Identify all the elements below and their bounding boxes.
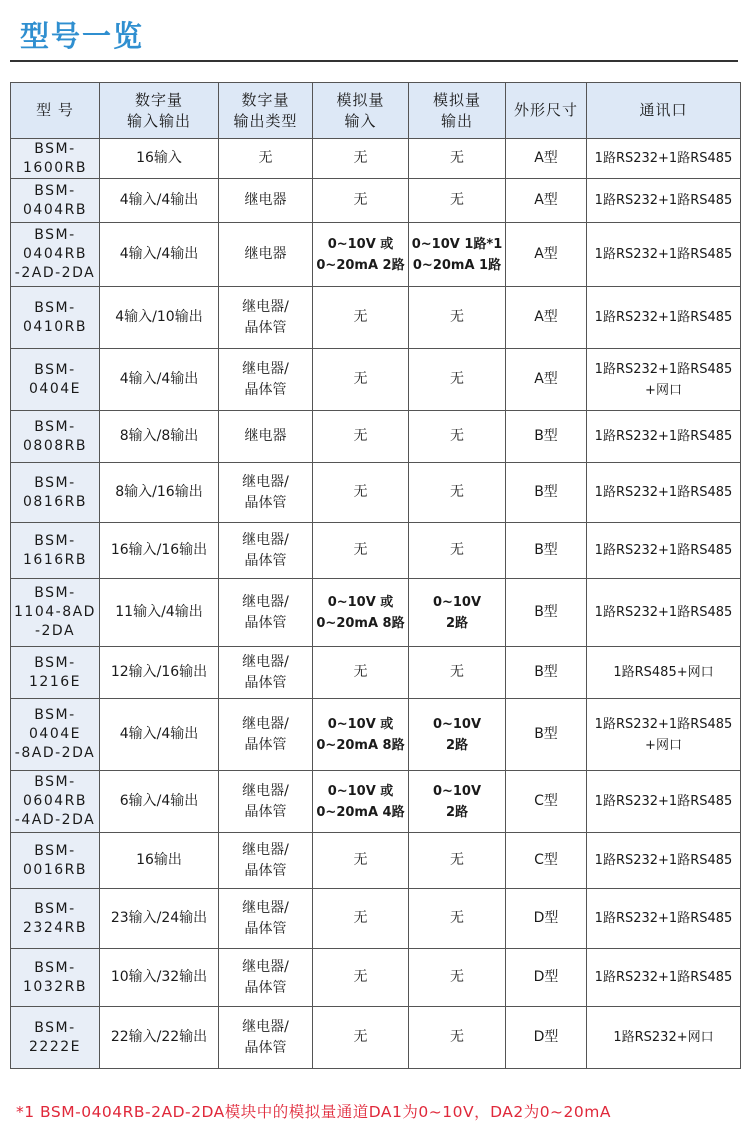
cell-size: D型 (506, 949, 587, 1007)
cell-analog-input: 无 (313, 463, 409, 523)
cell-digital-io: 6输入/4输出 (100, 771, 219, 833)
cell-output-type: 继电器/ 晶体管 (219, 579, 313, 647)
table-row (11, 223, 741, 287)
cell-digital-io: 16输出 (100, 833, 219, 889)
header-analog-output: 模拟量 输出 (409, 83, 506, 139)
cell-comm-port: 1路RS232+1路RS485 (587, 179, 741, 223)
cell-comm-port: 1路RS232+1路RS485 (587, 771, 741, 833)
table-row (11, 523, 741, 579)
cell-digital-io: 4输入/4输出 (100, 223, 219, 287)
cell-digital-io: 4输入/10输出 (100, 287, 219, 349)
cell-comm-port: 1路RS232+1路RS485 (587, 889, 741, 949)
cell-analog-output: 无 (409, 833, 506, 889)
table-row (11, 889, 741, 949)
cell-comm-port: 1路RS232+1路RS485 (587, 139, 741, 179)
table-row (11, 349, 741, 411)
cell-analog-output: 无 (409, 523, 506, 579)
cell-comm-port: 1路RS232+1路RS485 (587, 833, 741, 889)
cell-analog-input: 0~10V 或 0~20mA 8路 (313, 699, 409, 771)
cell-digital-io: 8输入/8输出 (100, 411, 219, 463)
cell-analog-input: 无 (313, 1007, 409, 1069)
cell-analog-output: 无 (409, 949, 506, 1007)
page-title: 型号一览 (20, 19, 145, 53)
footnote: *1 BSM-0404RB-2AD-2DA模块中的模拟量通道DA1为0~10V，DA2为0~20mA (16, 1103, 611, 1121)
cell-digital-io: 4输入/4输出 (100, 349, 219, 411)
table-row (11, 411, 741, 463)
header-output-type: 数字量 输出类型 (219, 83, 313, 139)
cell-model: BSM- 1616RB (11, 523, 100, 579)
cell-model: BSM- 1216E (11, 647, 100, 699)
cell-analog-output: 无 (409, 179, 506, 223)
cell-analog-input: 0~10V 或 0~20mA 2路 (313, 223, 409, 287)
cell-output-type: 继电器/ 晶体管 (219, 647, 313, 699)
cell-size: A型 (506, 287, 587, 349)
model-table (10, 82, 741, 1069)
cell-digital-io: 12输入/16输出 (100, 647, 219, 699)
cell-analog-input: 无 (313, 287, 409, 349)
cell-comm-port: 1路RS232+网口 (587, 1007, 741, 1069)
table-row (11, 1007, 741, 1069)
cell-digital-io: 10输入/32输出 (100, 949, 219, 1007)
cell-comm-port: 1路RS232+1路RS485 (587, 579, 741, 647)
table-row (11, 287, 741, 349)
cell-model: BSM- 0808RB (11, 411, 100, 463)
title-divider (10, 60, 738, 62)
cell-model: BSM- 1104-8AD -2DA (11, 579, 100, 647)
cell-comm-port: 1路RS232+1路RS485 +网口 (587, 349, 741, 411)
cell-output-type: 继电器 (219, 223, 313, 287)
cell-comm-port: 1路RS232+1路RS485 (587, 463, 741, 523)
cell-analog-input: 无 (313, 889, 409, 949)
cell-analog-output: 0~10V 1路*1 0~20mA 1路 (409, 223, 506, 287)
table-row (11, 699, 741, 771)
cell-model: BSM- 0404RB (11, 179, 100, 223)
table-row (11, 579, 741, 647)
cell-model: BSM- 2324RB (11, 889, 100, 949)
cell-comm-port: 1路RS232+1路RS485 (587, 411, 741, 463)
cell-model: BSM- 0816RB (11, 463, 100, 523)
header-analog-input: 模拟量 输入 (313, 83, 409, 139)
cell-size: B型 (506, 523, 587, 579)
cell-output-type: 继电器 (219, 411, 313, 463)
cell-output-type: 继电器/ 晶体管 (219, 833, 313, 889)
cell-output-type: 无 (219, 139, 313, 179)
cell-size: D型 (506, 889, 587, 949)
cell-size: B型 (506, 647, 587, 699)
cell-output-type: 继电器/ 晶体管 (219, 1007, 313, 1069)
cell-size: A型 (506, 179, 587, 223)
cell-output-type: 继电器/ 晶体管 (219, 949, 313, 1007)
cell-comm-port: 1路RS232+1路RS485 (587, 223, 741, 287)
cell-analog-input: 无 (313, 139, 409, 179)
cell-model: BSM- 1600RB (11, 139, 100, 179)
cell-output-type: 继电器/ 晶体管 (219, 523, 313, 579)
cell-analog-output: 0~10V 2路 (409, 699, 506, 771)
cell-size: D型 (506, 1007, 587, 1069)
cell-analog-output: 无 (409, 647, 506, 699)
cell-analog-output: 无 (409, 287, 506, 349)
header-size: 外形尺寸 (506, 83, 587, 139)
cell-comm-port: 1路RS232+1路RS485 (587, 523, 741, 579)
cell-analog-output: 无 (409, 411, 506, 463)
cell-output-type: 继电器/ 晶体管 (219, 349, 313, 411)
table-row (11, 647, 741, 699)
cell-size: A型 (506, 349, 587, 411)
cell-analog-output: 0~10V 2路 (409, 771, 506, 833)
cell-analog-output: 无 (409, 1007, 506, 1069)
cell-size: C型 (506, 771, 587, 833)
table-row (11, 771, 741, 833)
cell-analog-output: 0~10V 2路 (409, 579, 506, 647)
cell-digital-io: 23输入/24输出 (100, 889, 219, 949)
table-row (11, 139, 741, 179)
cell-size: B型 (506, 579, 587, 647)
cell-model: BSM- 2222E (11, 1007, 100, 1069)
table-row (11, 463, 741, 523)
table-row (11, 179, 741, 223)
cell-digital-io: 4输入/4输出 (100, 699, 219, 771)
cell-model: BSM- 0404RB -2AD-2DA (11, 223, 100, 287)
cell-model: BSM- 1032RB (11, 949, 100, 1007)
cell-digital-io: 16输入 (100, 139, 219, 179)
cell-comm-port: 1路RS232+1路RS485 (587, 949, 741, 1007)
cell-comm-port: 1路RS485+网口 (587, 647, 741, 699)
table-row (11, 833, 741, 889)
cell-digital-io: 22输入/22输出 (100, 1007, 219, 1069)
cell-digital-io: 16输入/16输出 (100, 523, 219, 579)
cell-analog-input: 0~10V 或 0~20mA 8路 (313, 579, 409, 647)
cell-analog-input: 无 (313, 949, 409, 1007)
cell-size: B型 (506, 463, 587, 523)
cell-analog-input: 无 (313, 179, 409, 223)
cell-size: B型 (506, 411, 587, 463)
cell-output-type: 继电器/ 晶体管 (219, 699, 313, 771)
cell-analog-input: 无 (313, 349, 409, 411)
cell-analog-input: 无 (313, 647, 409, 699)
cell-digital-io: 8输入/16输出 (100, 463, 219, 523)
header-comm-port: 通讯口 (587, 83, 741, 139)
cell-output-type: 继电器/ 晶体管 (219, 287, 313, 349)
header-model: 型 号 (11, 83, 100, 139)
table-header-row (11, 83, 741, 139)
cell-comm-port: 1路RS232+1路RS485 (587, 287, 741, 349)
cell-output-type: 继电器/ 晶体管 (219, 771, 313, 833)
cell-model: BSM- 0404E -8AD-2DA (11, 699, 100, 771)
cell-model: BSM- 0604RB -4AD-2DA (11, 771, 100, 833)
cell-analog-output: 无 (409, 889, 506, 949)
cell-digital-io: 4输入/4输出 (100, 179, 219, 223)
cell-analog-input: 无 (313, 523, 409, 579)
cell-analog-output: 无 (409, 349, 506, 411)
cell-output-type: 继电器/ 晶体管 (219, 889, 313, 949)
cell-model: BSM- 0404E (11, 349, 100, 411)
cell-analog-input: 无 (313, 833, 409, 889)
cell-output-type: 继电器/ 晶体管 (219, 463, 313, 523)
cell-output-type: 继电器 (219, 179, 313, 223)
header-digital-io: 数字量 输入输出 (100, 83, 219, 139)
cell-size: A型 (506, 223, 587, 287)
cell-size: B型 (506, 699, 587, 771)
cell-analog-output: 无 (409, 139, 506, 179)
cell-analog-output: 无 (409, 463, 506, 523)
cell-size: C型 (506, 833, 587, 889)
cell-analog-input: 无 (313, 411, 409, 463)
cell-size: A型 (506, 139, 587, 179)
cell-model: BSM- 0410RB (11, 287, 100, 349)
cell-analog-input: 0~10V 或 0~20mA 4路 (313, 771, 409, 833)
cell-comm-port: 1路RS232+1路RS485 +网口 (587, 699, 741, 771)
cell-model: BSM- 0016RB (11, 833, 100, 889)
cell-digital-io: 11输入/4输出 (100, 579, 219, 647)
table-row (11, 949, 741, 1007)
